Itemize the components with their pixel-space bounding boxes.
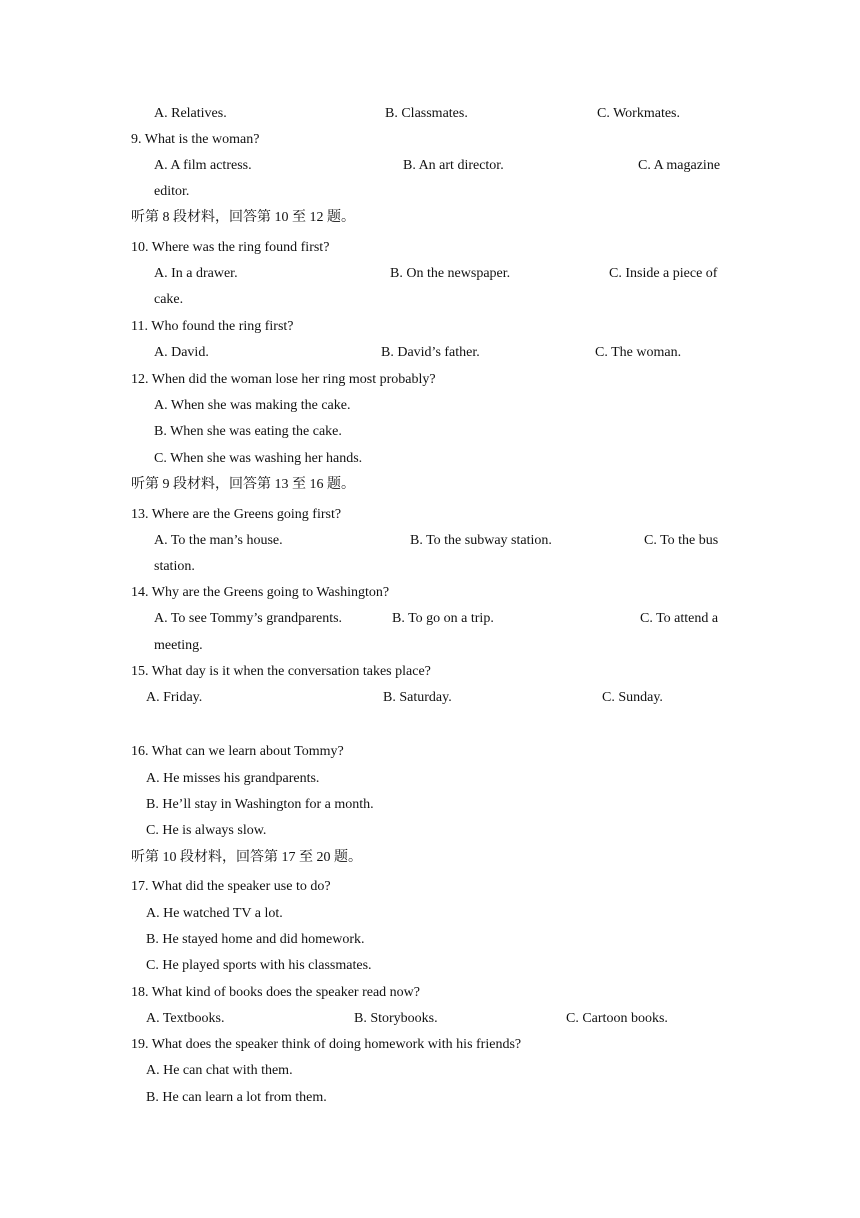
- q16-question: 16. What can we learn about Tommy?: [131, 744, 344, 759]
- q12-option-a: A. When she was making the cake.: [154, 398, 351, 413]
- q15-question: 15. What day is it when the conversation takes place?: [131, 664, 431, 679]
- q10-option-a: A. In a drawer.: [154, 266, 238, 281]
- q15-option-a: A. Friday.: [146, 690, 203, 705]
- q12-question: 12. When did the woman lose her ring most probably?: [131, 372, 436, 387]
- q19-option-a: A. He can chat with them.: [146, 1063, 293, 1078]
- q13-option-c-wrap: station.: [154, 559, 195, 574]
- q18-option-c: C. Cartoon books.: [566, 1011, 668, 1026]
- q9-option-c: C. A magazine: [638, 158, 721, 173]
- q12-option-b: B. When she was eating the cake.: [154, 424, 342, 439]
- q11-question: 11. Who found the ring first?: [131, 319, 294, 334]
- q8-option-b: B. Classmates.: [385, 106, 468, 121]
- q18-question: 18. What kind of books does the speaker read now?: [131, 985, 420, 1000]
- q15-option-c: C. Sunday.: [602, 690, 663, 705]
- section-heading-9: 听第 9 段材料，回答第 13 至 16 题。: [131, 477, 355, 492]
- q10-option-b: B. On the newspaper.: [390, 266, 511, 281]
- q8-option-c: C. Workmates.: [597, 106, 680, 121]
- q12-option-c: C. When she was washing her hands.: [154, 451, 363, 466]
- q17-option-b: B. He stayed home and did homework.: [146, 932, 365, 947]
- section-heading-8: 听第 8 段材料，回答第 10 至 12 题。: [131, 210, 355, 225]
- q10-option-c: C. Inside a piece of: [609, 266, 718, 281]
- q10-question: 10. Where was the ring found first?: [131, 240, 330, 255]
- q9-question: 9. What is the woman?: [131, 132, 260, 147]
- q14-option-c: C. To attend a: [640, 611, 719, 626]
- q19-option-b: B. He can learn a lot from them.: [146, 1090, 327, 1105]
- q19-question: 19. What does the speaker think of doing homework with his friends?: [131, 1037, 522, 1052]
- q16-option-a: A. He misses his grandparents.: [146, 771, 320, 786]
- section-heading-10: 听第 10 段材料，回答第 17 至 20 题。: [131, 850, 362, 865]
- q9-option-b: B. An art director.: [403, 158, 504, 173]
- q14-question: 14. Why are the Greens going to Washington?: [131, 585, 390, 600]
- q16-option-c: C. He is always slow.: [146, 823, 267, 838]
- q14-option-a: A. To see Tommy’s grandparents.: [154, 611, 343, 626]
- q15-option-b: B. Saturday.: [383, 690, 452, 705]
- q14-option-b: B. To go on a trip.: [392, 611, 494, 626]
- q9-option-c-wrap: editor.: [154, 184, 190, 199]
- q17-option-c: C. He played sports with his classmates.: [146, 958, 372, 973]
- q13-option-b: B. To the subway station.: [410, 533, 552, 548]
- q18-option-a: A. Textbooks.: [146, 1011, 225, 1026]
- q13-option-c: C. To the bus: [644, 533, 719, 548]
- q9-option-a: A. A film actress.: [154, 158, 252, 173]
- q13-option-a: A. To the man’s house.: [154, 533, 283, 548]
- q11-option-b: B. David’s father.: [381, 345, 480, 360]
- q10-option-c-wrap: cake.: [154, 292, 184, 307]
- q13-question: 13. Where are the Greens going first?: [131, 507, 342, 522]
- q17-option-a: A. He watched TV a lot.: [146, 906, 283, 921]
- q14-option-c-wrap: meeting.: [154, 638, 203, 653]
- q17-question: 17. What did the speaker use to do?: [131, 879, 331, 894]
- q11-option-a: A. David.: [154, 345, 209, 360]
- q18-option-b: B. Storybooks.: [354, 1011, 438, 1026]
- q8-option-a: A. Relatives.: [154, 106, 227, 121]
- q11-option-c: C. The woman.: [595, 345, 682, 360]
- q16-option-b: B. He’ll stay in Washington for a month.: [146, 797, 374, 812]
